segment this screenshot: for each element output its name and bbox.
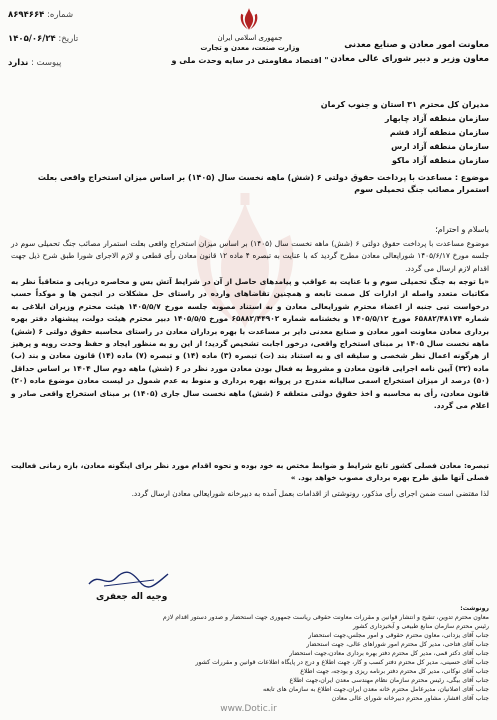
letter-attachment xyxy=(8,58,61,68)
handwritten-signature xyxy=(84,568,174,590)
cc-line: جناب آقای افشار، مشاور محترم دبیرخانه شورای عالی معادن xyxy=(331,695,489,702)
sender-line-2: معاون وزیر و دبیر شورای عالی معادن xyxy=(330,54,489,64)
attach-label: پیوست : xyxy=(30,58,62,68)
cc-line: رئیس محترم سازمان منابع طبیعی و آبخیزداری کشور xyxy=(353,623,489,630)
signatory-name: وجیه اله جعفری xyxy=(96,592,168,602)
cc-line: جناب آقای حسینی، مدیر کل محترم دفتر کسب و کار، جهت اطلاع و درج در پایگاه اطلاعات قوانین و مقررات کشور xyxy=(195,659,489,666)
cc-line: جناب آقای دکتر قمی، مدیر کل محترم دفتر بهره برداری معادن،جهت استحضار xyxy=(289,650,489,657)
cc-line: معاون محترم تدوین، تنقیح و انتشار قوانین و مقررات معاونت حقوقی ریاست جمهوری جهت استحضار و صدور دستور اقدام لازم xyxy=(162,614,489,621)
body-paragraph-4: لذا مقتضی است ضمن اجرای رأی مذکور، رونوشتی از اقدامات بعمل آمده به دبیرخانه شورایعالی معادن ارسال گردد. xyxy=(131,489,489,498)
body-paragraph-3: تبصره: معادن فصلی کشور تابع شرایط و ضوابط مختص به خود بوده و نحوه اقدام مورد نظر برای اینگونه معادن، بازه زمانی فعالیت فصلی آنها طبق طرح بهره برداری مصوب خواهد بود. » xyxy=(11,461,489,483)
cc-line: جناب آقای فتاحی، مدیر کل محترم امور شوراهای عالی، جهت استحضار xyxy=(306,641,489,648)
iran-emblem-icon xyxy=(236,6,262,32)
republic-title: جمهوری اسلامی ایران xyxy=(217,34,283,42)
number-label: شماره: xyxy=(47,10,74,20)
date-value: ۱۴۰۵/۰۶/۲۴ xyxy=(8,34,56,44)
date-label: تاریخ: xyxy=(58,34,79,44)
watermark-site: www.Dotic.ir xyxy=(220,704,277,714)
recipient-2: سازمان منطقه آزاد چابهار xyxy=(384,114,489,123)
subject-line: موضوع : مساعدت با پرداخت حقوق دولتی ۶ (شش) ماهه نخست سال (۱۴۰۵) بر اساس میزان استخراج واقعی بعلت استمرار مصائب جنگ تحمیلی سوم xyxy=(37,173,489,194)
motto: " اقتصاد مقاومتی در سایه وحدت ملی و xyxy=(171,56,329,65)
cc-title: رونوشت: xyxy=(460,605,489,612)
recipient-3: سازمان منطقه آزاد قشم xyxy=(389,128,489,137)
body-paragraph-2: «با توجه به جنگ تحمیلی سوم و با عنایت به عواقب و پیامدهای حاصل از آن در شرایط آتش بس و محاصره دریایی و متعاقباً نظر به مکاتبات متعدد واصله از ادارات کل صمت تابعه و همچنین تقاضاهای وارده در راستای حل مشکلات در انجمن ها و موکداً حسب درخواست تبی جنبه از اعضاء محترم شورایعالی معادن و به استناد مصوبه جلسه مورخ ۱۴۰۵/۵/۷ هیئت محترم وزیران ابلاغی به شماره ۶۵۸۸۲/۴۸۱۷۴ مورخ ۱۴۰۵/۵/۱۲ و بخشنامه شماره ۶۵۸۸۲/۴۴۹۰۲ مورخ ۱۴۰۵/۵/۵ دبیر محترم هیئت دولت، پیشنهاد دفتر بهره برداری معادن معاونت امور معادن و صنایع معدنی دایر بر مساعدت با بهره برداران معادن در راستای محاسبه حقوق دولتی ۶ (شش) ماهه نخست سال ۱۴۰۵ بر مبنای استخراج واقعی، درخور اجابت تشخیص گردید؛ از این رو به منظور ایجاد و حفظ وحدت رویه و پرهیز از هرگونه اعمال نظر شخصی و سلیقه ای و به استناد بند (ت) تبصره (۳) ماده (۱۴) و تبصره (۷) ماده (۱۴) قانون معادن و بند (ب) ماده (۳۲) آیین نامه اجرایی قانون معادن و مشروط به فعال بودن معادن مورد نظر در ۶ (شش) ماهه دوم سال ۱۴۰۴ بر اساس حداقل (۵۰) درصد از میزان استخراج اسمی سالیانه مندرج در پروانه بهره برداری و منوط به عدم شمول در لیست معادن موضوع ماده (۲۰) قانون معادن، رأی به محاسبه و اخذ حقوق دولتی متعلقه ۶ (شش) ماهه نخست سال جاری (۱۴۰۵) بر مبنای استخراج واقعی صادر و اعلام می گردد. xyxy=(11,277,490,411)
recipient-4: سازمان منطقه آزاد ارس xyxy=(391,142,489,151)
greeting: باسلام و احترام؛ xyxy=(435,225,489,234)
cc-line: جناب آقای بیگی، رئیس محترم سازمان نظام مهندسی معدن ایران،جهت اطلاع xyxy=(289,677,489,684)
recipient-1: مدیران کل محترم ۳۱ استان و جنوب کرمان xyxy=(320,100,489,109)
attach-value: ندارد xyxy=(8,58,29,68)
number-value: ۸۶۹۴۶۶۴ xyxy=(8,10,45,20)
body-paragraph-1: موضوع مساعدت با پرداخت حقوق دولتی ۶ (شش) ماهه نخست سال (۱۴۰۵) بر اساس میزان استخراج واقعی بعلت استمرار مصائب جنگ تحمیلی سوم در جلسه مورخ ۱۴۰۵/۶/۱۷ شورایعالی معادن مطرح گردید که با عنایت به تبصره ۴ ماده ۱۲ قانون معادن رأی قطعی و لازم الاجرای شورا طبق شرح ذیل جهت اقدام لازم ارسال می گردد. xyxy=(11,239,490,273)
cc-line: جناب آقای یزدانی، معاون محترم حقوقی و امور مجلس،جهت استحضار xyxy=(308,632,489,639)
cc-line: جناب آقای نوکانی، مدیر کل محترم دفتر برنامه ریزی و بودجه، جهت اطلاع xyxy=(300,668,489,675)
sender-line-1: معاونت امور معادن و صنایع معدنی xyxy=(344,40,489,50)
ministry-title: وزارت صنعت، معدن و تجارت xyxy=(200,44,300,52)
recipient-5: سازمان منطقه آزاد ماکو xyxy=(391,156,489,165)
letter-number xyxy=(8,10,73,20)
cc-line: جناب آقای اصلانیان، مدیرعامل محترم خانه معدن ایران،جهت اطلاع به سازمان های تابعه xyxy=(263,686,489,693)
letter-date xyxy=(8,34,78,44)
